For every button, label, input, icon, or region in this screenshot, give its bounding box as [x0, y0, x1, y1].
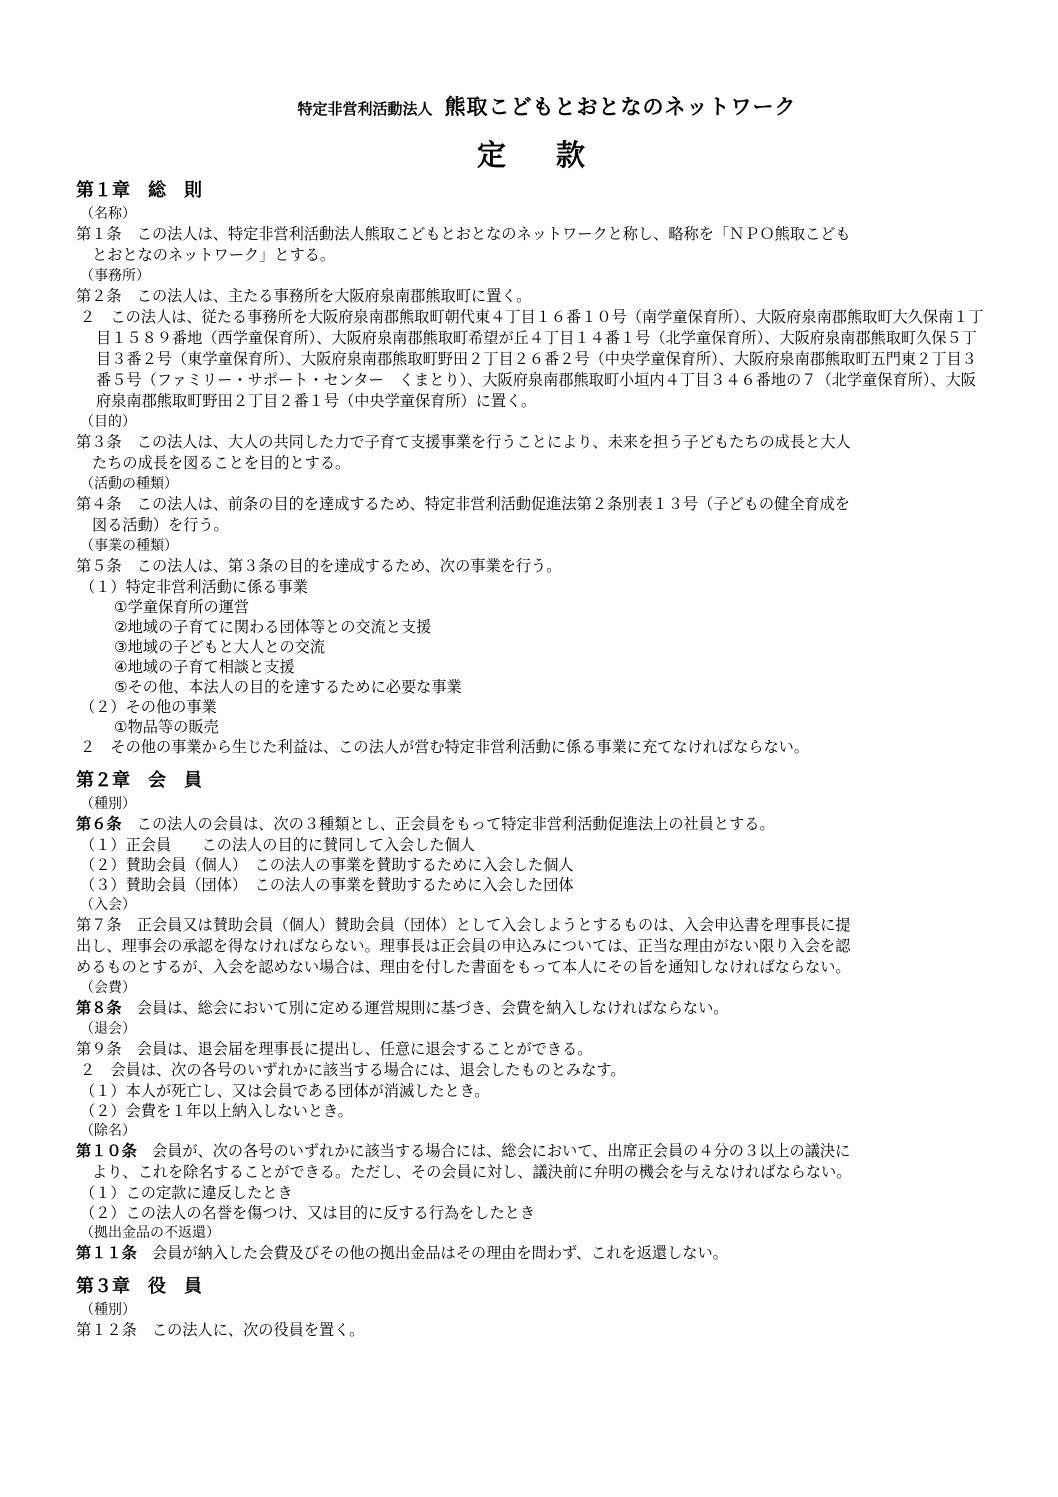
article-body: 会員は、総会において別に定める運営規則に基づき、会費を納入しなければならない。	[121, 999, 729, 1017]
article-text	[76, 1243, 988, 1264]
article-text: 第５条 この法人は、第３条の目的を達成するため、次の事業を行う。	[76, 557, 562, 575]
article-text: 図る活動）を行う。	[92, 516, 229, 534]
article-text	[76, 998, 988, 1019]
article-text: たちの成長を図ることを目的とする。	[92, 454, 351, 472]
list-subitem: ①学童保育所の運営	[114, 598, 250, 616]
chapter-heading: 第１章 総 則	[76, 180, 202, 201]
article-text: 第４条 この法人は、前条の目的を達成するため、特定非営利活動促進法第２条別表１３号（子どもの健全育成を	[76, 495, 850, 513]
article-number: 第８条	[76, 999, 122, 1017]
list-subitem: ②地域の子育てに関わる団体等との交流と支援	[114, 618, 432, 636]
list-item: （２）賛助会員（個人） この法人の事業を賛助するために入会した個人	[80, 856, 574, 874]
article-caption: （会費）	[80, 980, 136, 996]
article-text	[76, 814, 988, 835]
article-caption: （名称）	[80, 206, 136, 222]
article-paragraph: ２ この法人は、従たる事務所を大阪府泉南郡熊取町朝代東４丁目１６番１０号（南学童保育所）、大阪府泉南郡熊取町大久保南１丁目１５８９番地（西学童保育所）、大阪府泉南郡熊取町希望が丘４丁目１４番１号（北学童保育所）、大阪府泉南郡熊取町久保５丁目３番２号（東学童保育所）、大阪府泉南郡熊取町野田２丁目２６番２号（中央学童保育所）、大阪府泉南郡熊取町五門東２丁目３番５号（ファミリー・サポート・センター くまとり）、大阪府泉南郡熊取町小垣内４丁目３４６番地の７（北学童保育所）、大阪府泉南郡熊取町野田２丁目２番１号（中央学童保育所）に置く。	[80, 308, 984, 410]
list-item: （２）会費を１年以上納入しないとき。	[80, 1102, 353, 1120]
document-title: 定款	[476, 138, 635, 172]
list-item: （２）この法人の名誉を傷つけ、又は目的に反する行為をしたとき	[80, 1204, 536, 1222]
chapter-heading: 第３章 役 員	[76, 1276, 202, 1297]
article-number: 第１０条	[76, 1142, 137, 1160]
list-subitem: ③地域の子どもと大人との交流	[114, 638, 326, 656]
article-body: 会員が納入した会費及びその他の拠出金品はその理由を問わず、これを返還しない。	[136, 1244, 728, 1262]
article-text: めるものとするが、入会を認めない場合は、理由を付した書面をもって本人にその旨を通知しなければならない。	[76, 958, 851, 976]
article-text: とおとなのネットワーク」とする。	[92, 246, 335, 264]
article-text: 第２条 この法人は、主たる事務所を大阪府泉南郡熊取町に置く。	[76, 287, 532, 305]
list-item: （３）賛助会員（団体） この法人の事業を賛助するために入会した団体	[80, 876, 574, 894]
list-subitem: ①物品等の販売	[114, 718, 219, 736]
list-item: （１）正会員 この法人の目的に賛同して入会した個人	[80, 836, 475, 854]
document-header	[106, 92, 988, 122]
article-text: 第７条 正会員又は賛助会員（個人）賛助会員（団体）として入会しようとするものは、入会申込書を理事長に提	[76, 916, 851, 934]
article-text: 出し、理事会の承認を得なければならない。理事長は正会員の申込みについては、正当な理由がない限り入会を認	[76, 937, 851, 955]
article-body: 会員が、次の各号のいずれかに該当する場合には、総会において、出席正会員の４分の３以上の議決に	[136, 1142, 851, 1160]
article-text: 第３条 この法人は、大人の共同した力で子育て支援事業を行うことにより、未来を担う子どもたちの成長と大人	[76, 433, 851, 451]
list-subitem: ④地域の子育て相談と支援	[114, 658, 295, 676]
article-text: 第９条 会員は、退会届を理事長に提出し、任意に退会することができる。	[76, 1040, 593, 1058]
article-number: 第６条	[76, 815, 122, 833]
article-caption: （種別）	[80, 1302, 136, 1318]
article-text	[76, 1141, 988, 1162]
article-text: 第１２条 この法人に、次の役員を置く。	[76, 1321, 365, 1339]
list-subitem: ⑤その他、本法人の目的を達するために必要な事業	[114, 678, 462, 696]
article-text: より、これを除名することができる。ただし、その会員に対し、議決前に弁明の機会を与えなければならない。	[92, 1163, 852, 1181]
list-item: （２）その他の事業	[80, 698, 217, 716]
article-caption: （除名）	[80, 1123, 136, 1139]
article-caption: （入会）	[80, 897, 136, 913]
article-text: 第１条 この法人は、特定非営利活動法人熊取こどもとおとなのネットワークと称し、略称を「ＮＰＯ熊取こども	[76, 225, 851, 243]
org-name: 熊取こどもとおとなのネットワーク	[444, 95, 797, 119]
article-caption: （拠出金品の不返還）	[80, 1225, 220, 1241]
article-caption: （事業の種類）	[80, 538, 178, 554]
article-body: この法人の会員は、次の３種類とし、正会員をもって特定非営利活動促進法上の社員とする。	[121, 815, 775, 833]
article-paragraph: ２ その他の事業から生じた利益は、この法人が営む特定非営利活動に係る事業に充てなければならない。	[80, 738, 809, 756]
article-caption: （事務所）	[80, 268, 150, 284]
list-item: （１）特定非営利活動に係る事業	[80, 578, 308, 596]
document-page	[76, 92, 988, 1341]
article-caption: （退会）	[80, 1021, 136, 1037]
article-paragraph: ２ 会員は、次の各号のいずれかに該当する場合には、退会したものとみなす。	[80, 1061, 626, 1079]
chapter-heading: 第２章 会 員	[76, 770, 202, 791]
article-number: 第１１条	[76, 1244, 137, 1262]
org-type: 特定非営利活動法人	[297, 100, 433, 118]
list-item: （１）本人が死亡し、又は会員である団体が消滅したとき。	[80, 1082, 490, 1100]
article-caption: （活動の種類）	[80, 476, 178, 492]
article-caption: （目的）	[80, 414, 136, 430]
article-caption: （種別）	[80, 796, 136, 812]
list-item: （１）この定款に違反したとき	[80, 1184, 293, 1202]
